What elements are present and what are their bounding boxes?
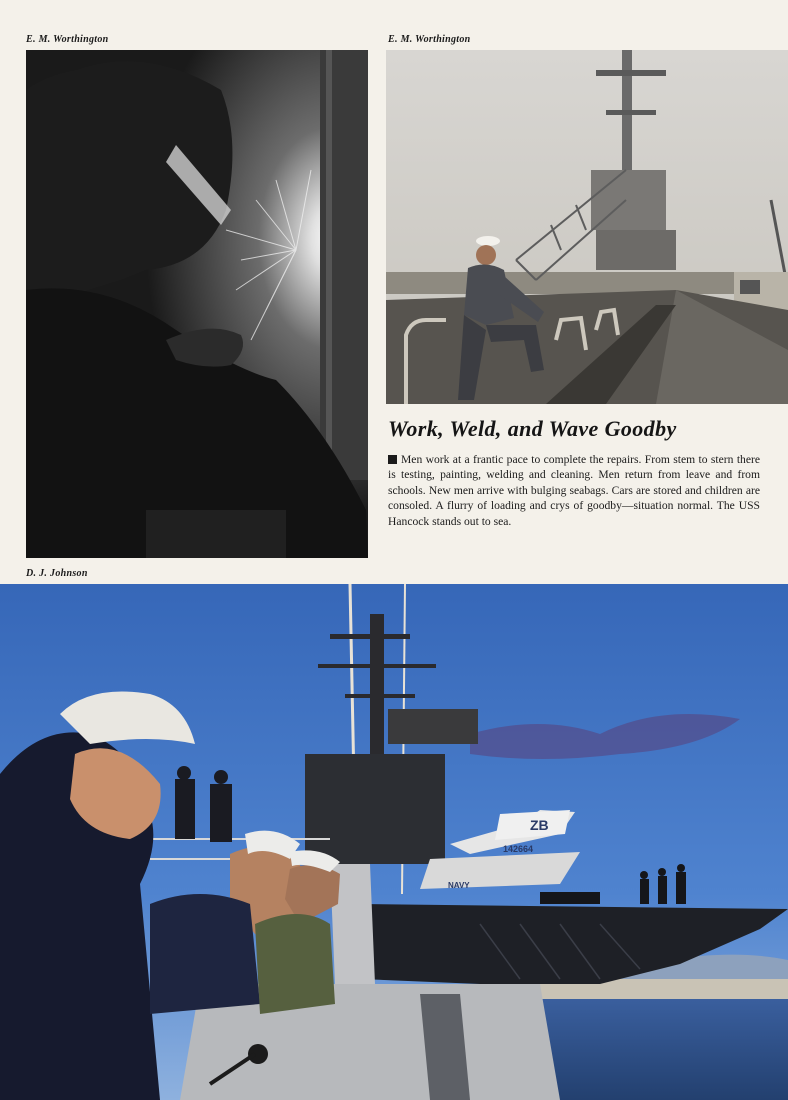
article-body-text: Men work at a frantic pace to complete the repairs. From stem to stern there is testing, painting, welding and cleaning. Men return from leave and from schools. New men arrive with bulging seabags. Cars are stored and children are consoled. A flurry of loading and crys of goodby—situation normal. The USS Hancock stands out to sea.: [388, 453, 760, 528]
aircraft-serial-text: 142664: [503, 844, 534, 854]
photo-credit-sailors: D. J. Johnson: [26, 568, 88, 579]
carrier-deck-photo: [386, 50, 788, 404]
photo-credit-deck: E. M. Worthington: [388, 34, 471, 45]
sailors-departing-photo: [0, 584, 788, 1100]
aircraft-navy-text: NAVY: [448, 881, 470, 890]
article-headline: Work, Weld, and Wave Goodby: [388, 416, 677, 441]
bullet-square-icon: [388, 455, 397, 464]
welder-photo: [26, 50, 368, 558]
tail-code-text: ZB: [530, 817, 549, 833]
photo-credit-welder: E. M. Worthington: [26, 34, 109, 45]
article-body: [388, 452, 760, 529]
